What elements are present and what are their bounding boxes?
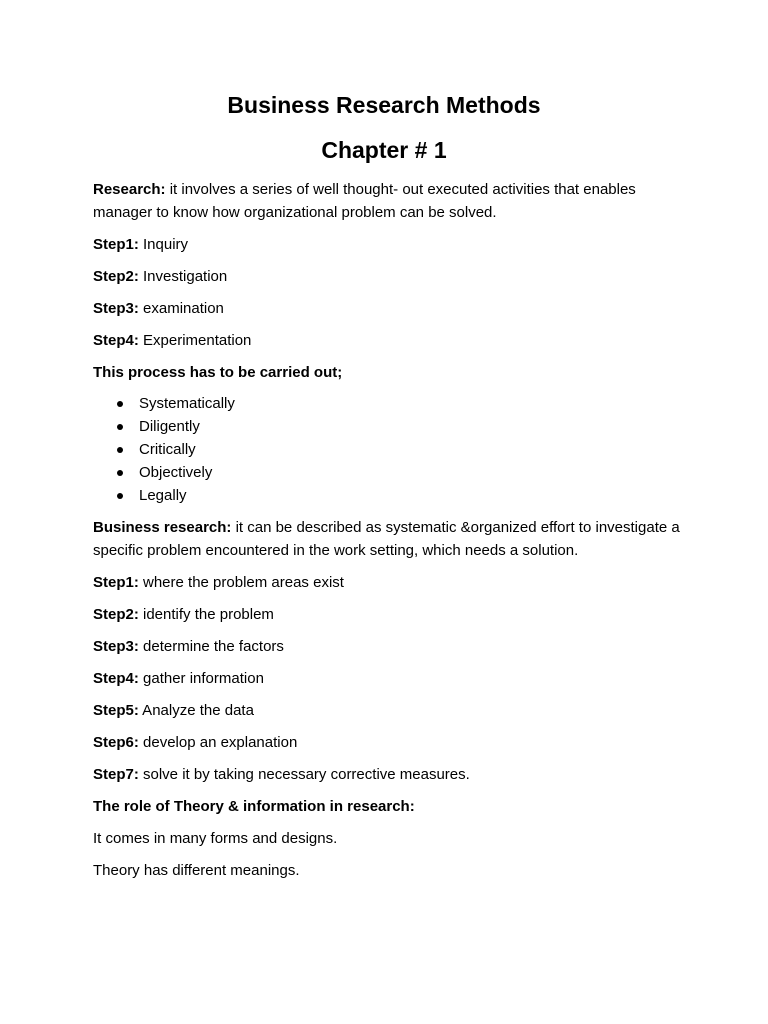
step-label: Step2:: [93, 268, 139, 285]
chapter-heading: Chapter # 1: [321, 137, 447, 163]
business-research-term: Business research:: [93, 519, 232, 536]
step-label: Step3:: [93, 300, 139, 317]
list-item: [93, 484, 683, 507]
business-research-step: [93, 635, 683, 658]
list-item-text: Systematically: [139, 395, 235, 412]
business-research-step: [93, 699, 683, 722]
business-research-definition-text: it can be described as systematic &organized effort to investigate a specific problem encountered in the work setting, which needs a solution.: [93, 519, 680, 559]
bullet-icon: [117, 493, 123, 499]
research-definition-text: it involves a series of well thought- out executed activities that enables manager to know how organizational problem can be solved.: [93, 181, 636, 221]
list-item-text: Legally: [139, 487, 187, 504]
step-text: Analyze the data: [138, 702, 254, 719]
research-step: [93, 233, 683, 256]
research-step: [93, 265, 683, 288]
step-text: determine the factors: [138, 638, 284, 655]
list-item: [93, 438, 683, 461]
theory-line: Theory has different meanings.: [93, 862, 300, 879]
bullet-icon: [117, 424, 123, 430]
step-label: Step6:: [93, 734, 139, 751]
business-research-step: [93, 571, 683, 594]
bullet-icon: [117, 401, 123, 407]
theory-heading: The role of Theory & information in research:: [93, 798, 415, 815]
business-research-step: [93, 667, 683, 690]
process-heading: This process has to be carried out;: [93, 364, 343, 381]
business-research-step: [93, 603, 683, 626]
bullet-icon: [117, 447, 123, 453]
step-text: gather information: [138, 670, 264, 687]
list-item: [93, 392, 683, 415]
bullet-icon: [117, 470, 123, 476]
document-title: Business Research Methods: [227, 92, 541, 118]
theory-line: It comes in many forms and designs.: [93, 830, 338, 847]
document-body: [93, 178, 683, 891]
step-label: Step5:: [93, 702, 139, 719]
list-item-text: Objectively: [139, 464, 213, 481]
step-text: Experimentation: [138, 332, 252, 349]
list-item: [93, 461, 683, 484]
step-label: Step4:: [93, 670, 139, 687]
step-text: Investigation: [138, 268, 228, 285]
step-label: Step3:: [93, 638, 139, 655]
process-list: [93, 392, 683, 507]
step-text: where the problem areas exist: [138, 574, 344, 591]
research-definition: [93, 178, 683, 224]
step-text: solve it by taking necessary corrective measures.: [138, 766, 470, 783]
step-label: Step4:: [93, 332, 139, 349]
list-item-text: Critically: [139, 441, 196, 458]
business-research-definition: [93, 516, 683, 562]
step-text: Inquiry: [138, 236, 189, 253]
research-step: [93, 297, 683, 320]
list-item-text: Diligently: [139, 418, 200, 435]
step-label: Step1:: [93, 574, 139, 591]
list-item: [93, 415, 683, 438]
step-text: identify the problem: [138, 606, 274, 623]
research-step: [93, 329, 683, 352]
step-text: develop an explanation: [138, 734, 298, 751]
step-text: examination: [138, 300, 224, 317]
business-research-step: [93, 763, 683, 786]
step-label: Step7:: [93, 766, 139, 783]
research-term: Research:: [93, 181, 166, 198]
step-label: Step2:: [93, 606, 139, 623]
business-research-step: [93, 731, 683, 754]
step-label: Step1:: [93, 236, 139, 253]
